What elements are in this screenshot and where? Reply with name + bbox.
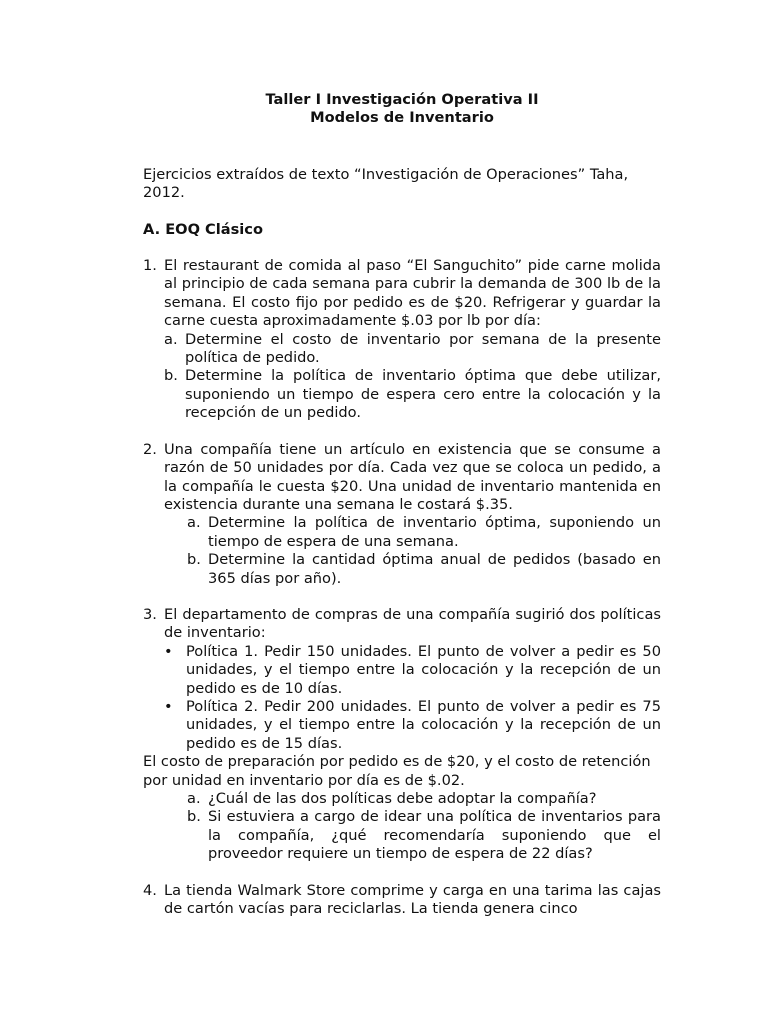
subitem-mark: a. bbox=[187, 514, 201, 532]
subitem-a bbox=[187, 790, 661, 808]
exercise-2 bbox=[143, 441, 661, 588]
bullet-icon: • bbox=[164, 697, 173, 715]
subitem-mark: b. bbox=[187, 551, 201, 569]
document-content bbox=[143, 91, 661, 918]
subitem-b bbox=[187, 808, 661, 863]
document-title bbox=[143, 91, 661, 128]
exercise-number: 3. bbox=[143, 605, 157, 623]
exercise-3-subitems bbox=[143, 790, 661, 864]
exercise-number: 4. bbox=[143, 881, 157, 899]
subitem-text: Determine el costo de inventario por semana de la presente política de pedido. bbox=[185, 330, 661, 367]
section-heading-a: A. EOQ Clásico bbox=[143, 220, 263, 238]
exercise-text: La tienda Walmark Store comprime y carga en una tarima las cajas de cartón vacías para reciclarlas. La tienda genera cinco bbox=[164, 881, 661, 918]
exercise-number: 2. bbox=[143, 440, 157, 458]
subitem-text: Determine la política de inventario óptima, suponiendo un tiempo de espera de una semana. bbox=[208, 514, 661, 550]
policy-1-item bbox=[164, 643, 661, 698]
subitem-mark: b. bbox=[164, 367, 178, 385]
exercise-number: 1. bbox=[143, 257, 157, 275]
exercise-text: El restaurant de comida al paso “El Sanguchito” pide carne molida al principio de cada semana para cubrir la demanda de 300 lb de la semana. El costo fijo por pedido es de $20. Refrigerar y guardar la carne cuesta aproximadamente $.03 por lb por día: bbox=[164, 257, 661, 330]
exercise-3 bbox=[143, 606, 661, 753]
title-line-2: Modelos de Inventario bbox=[310, 109, 494, 127]
policy-text: Política 1. Pedir 150 unidades. El punto de volver a pedir es 50 unidades, y el tiempo entre la colocación y la recepción de un pedido es de 10 días. bbox=[186, 642, 661, 697]
policy-text: Política 2. Pedir 200 unidades. El punto de volver a pedir es 75 unidades, y el tiempo entre la colocación y la recepción de un pedido es de 15 días. bbox=[186, 697, 661, 752]
subitem-a bbox=[164, 331, 661, 368]
subitem-text: Determine la política de inventario óptima que debe utilizar, suponiendo un tiempo de espera cero entre la colocación y la recepción de un pedido. bbox=[185, 367, 661, 422]
subitem-b bbox=[164, 367, 661, 422]
bullet-icon: • bbox=[164, 642, 173, 660]
exercise-text: Una compañía tiene un artículo en existencia que se consume a razón de 50 unidades por día. Cada vez que se coloca un pedido, a la compañía le cuesta $20. Una unidad de inventario mantenida en existencia durante una semana le costará $.35. bbox=[164, 440, 661, 513]
subitem-text: Si estuviera a cargo de idear una política de inventarios para la compañía, ¿qué recomendaría suponiendo que el proveedor requiere un tiempo de espera de 22 días? bbox=[208, 808, 661, 863]
subitem-a bbox=[187, 514, 661, 551]
intro-paragraph: Ejercicios extraídos de texto “Investigación de Operaciones” Taha, 2012. bbox=[143, 165, 629, 202]
subitem-mark: b. bbox=[187, 808, 201, 826]
exercise-4 bbox=[143, 882, 661, 919]
subitem-b bbox=[187, 551, 661, 588]
exercise-1 bbox=[143, 257, 661, 423]
title-line-1: Taller I Investigación Operativa II bbox=[265, 91, 539, 108]
exercise-3-cost-note: El costo de preparación por pedido es de $20, y el costo de retención por unidad en inventario por día es de $.02. bbox=[143, 753, 651, 789]
subitem-mark: a. bbox=[164, 330, 178, 348]
exercise-text: El departamento de compras de una compañía sugirió dos políticas de inventario: bbox=[164, 605, 661, 642]
subitem-text: Determine la cantidad óptima anual de pedidos (basado en 365 días por año). bbox=[208, 551, 661, 587]
subitem-text: ¿Cuál de las dos políticas debe adoptar la compañía? bbox=[208, 790, 597, 807]
policy-2-item bbox=[164, 698, 661, 753]
subitem-mark: a. bbox=[187, 790, 201, 807]
